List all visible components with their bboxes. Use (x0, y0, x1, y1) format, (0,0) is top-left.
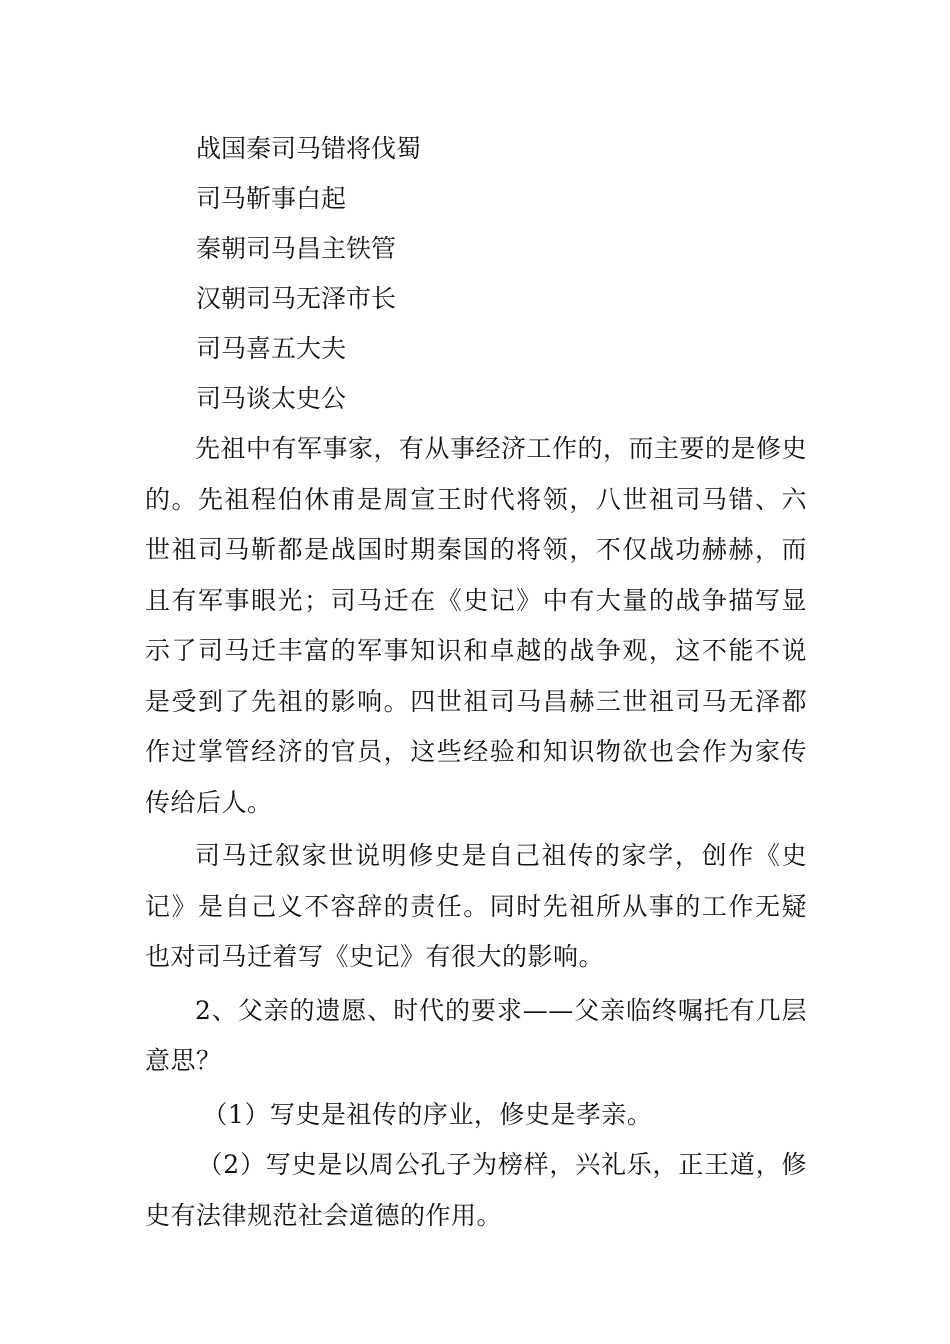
document-body (145, 124, 807, 1241)
lineage-line-6: 司马谈太史公 (196, 384, 347, 413)
lineage-line-1: 战国秦司马错将伐蜀 (196, 134, 422, 163)
paragraph-section-2-heading: 2、父亲的遗愿、时代的要求——父亲临终嘱托有几层意思？ (145, 995, 807, 1075)
paragraph-point-2: （2）写史是以周公孔子为榜样，兴礼乐，正王道，修史有法律规范社会道德的作用。 (145, 1150, 807, 1230)
lineage-line-2: 司马靳事白起 (196, 184, 347, 213)
paragraph-family-learning: 司马迁叙家世说明修史是自己祖传的家学，创作《史记》是自己义不容辞的责任。同时先祖所从事的工作无疑也对司马迁着写《史记》有很大的影响。 (145, 841, 807, 971)
lineage-line-4: 汉朝司马无泽市长 (196, 284, 397, 313)
paragraph-ancestors: 先祖中有军事家，有从事经济工作的，而主要的是修史的。先祖程伯休甫是周宣王时代将领，八世祖司马错、六世祖司马靳都是战国时期秦国的将领，不仅战功赫赫，而且有军事眼光；司马迁在《史记》中有大量的战争描写显示了司马迁丰富的军事知识和卓越的战争观，这不能不说是受到了先祖的影响。四世祖司马昌赫三世祖司马无泽都作过掌管经济的官员，这些经验和知识物欲也会作为家传传给后人。 (145, 434, 808, 817)
lineage-line-3: 秦朝司马昌主铁管 (196, 234, 397, 263)
lineage-line-5: 司马喜五大夫 (196, 334, 347, 363)
paragraph-point-1: （1）写史是祖传的序业，修史是孝亲。 (202, 1099, 653, 1129)
